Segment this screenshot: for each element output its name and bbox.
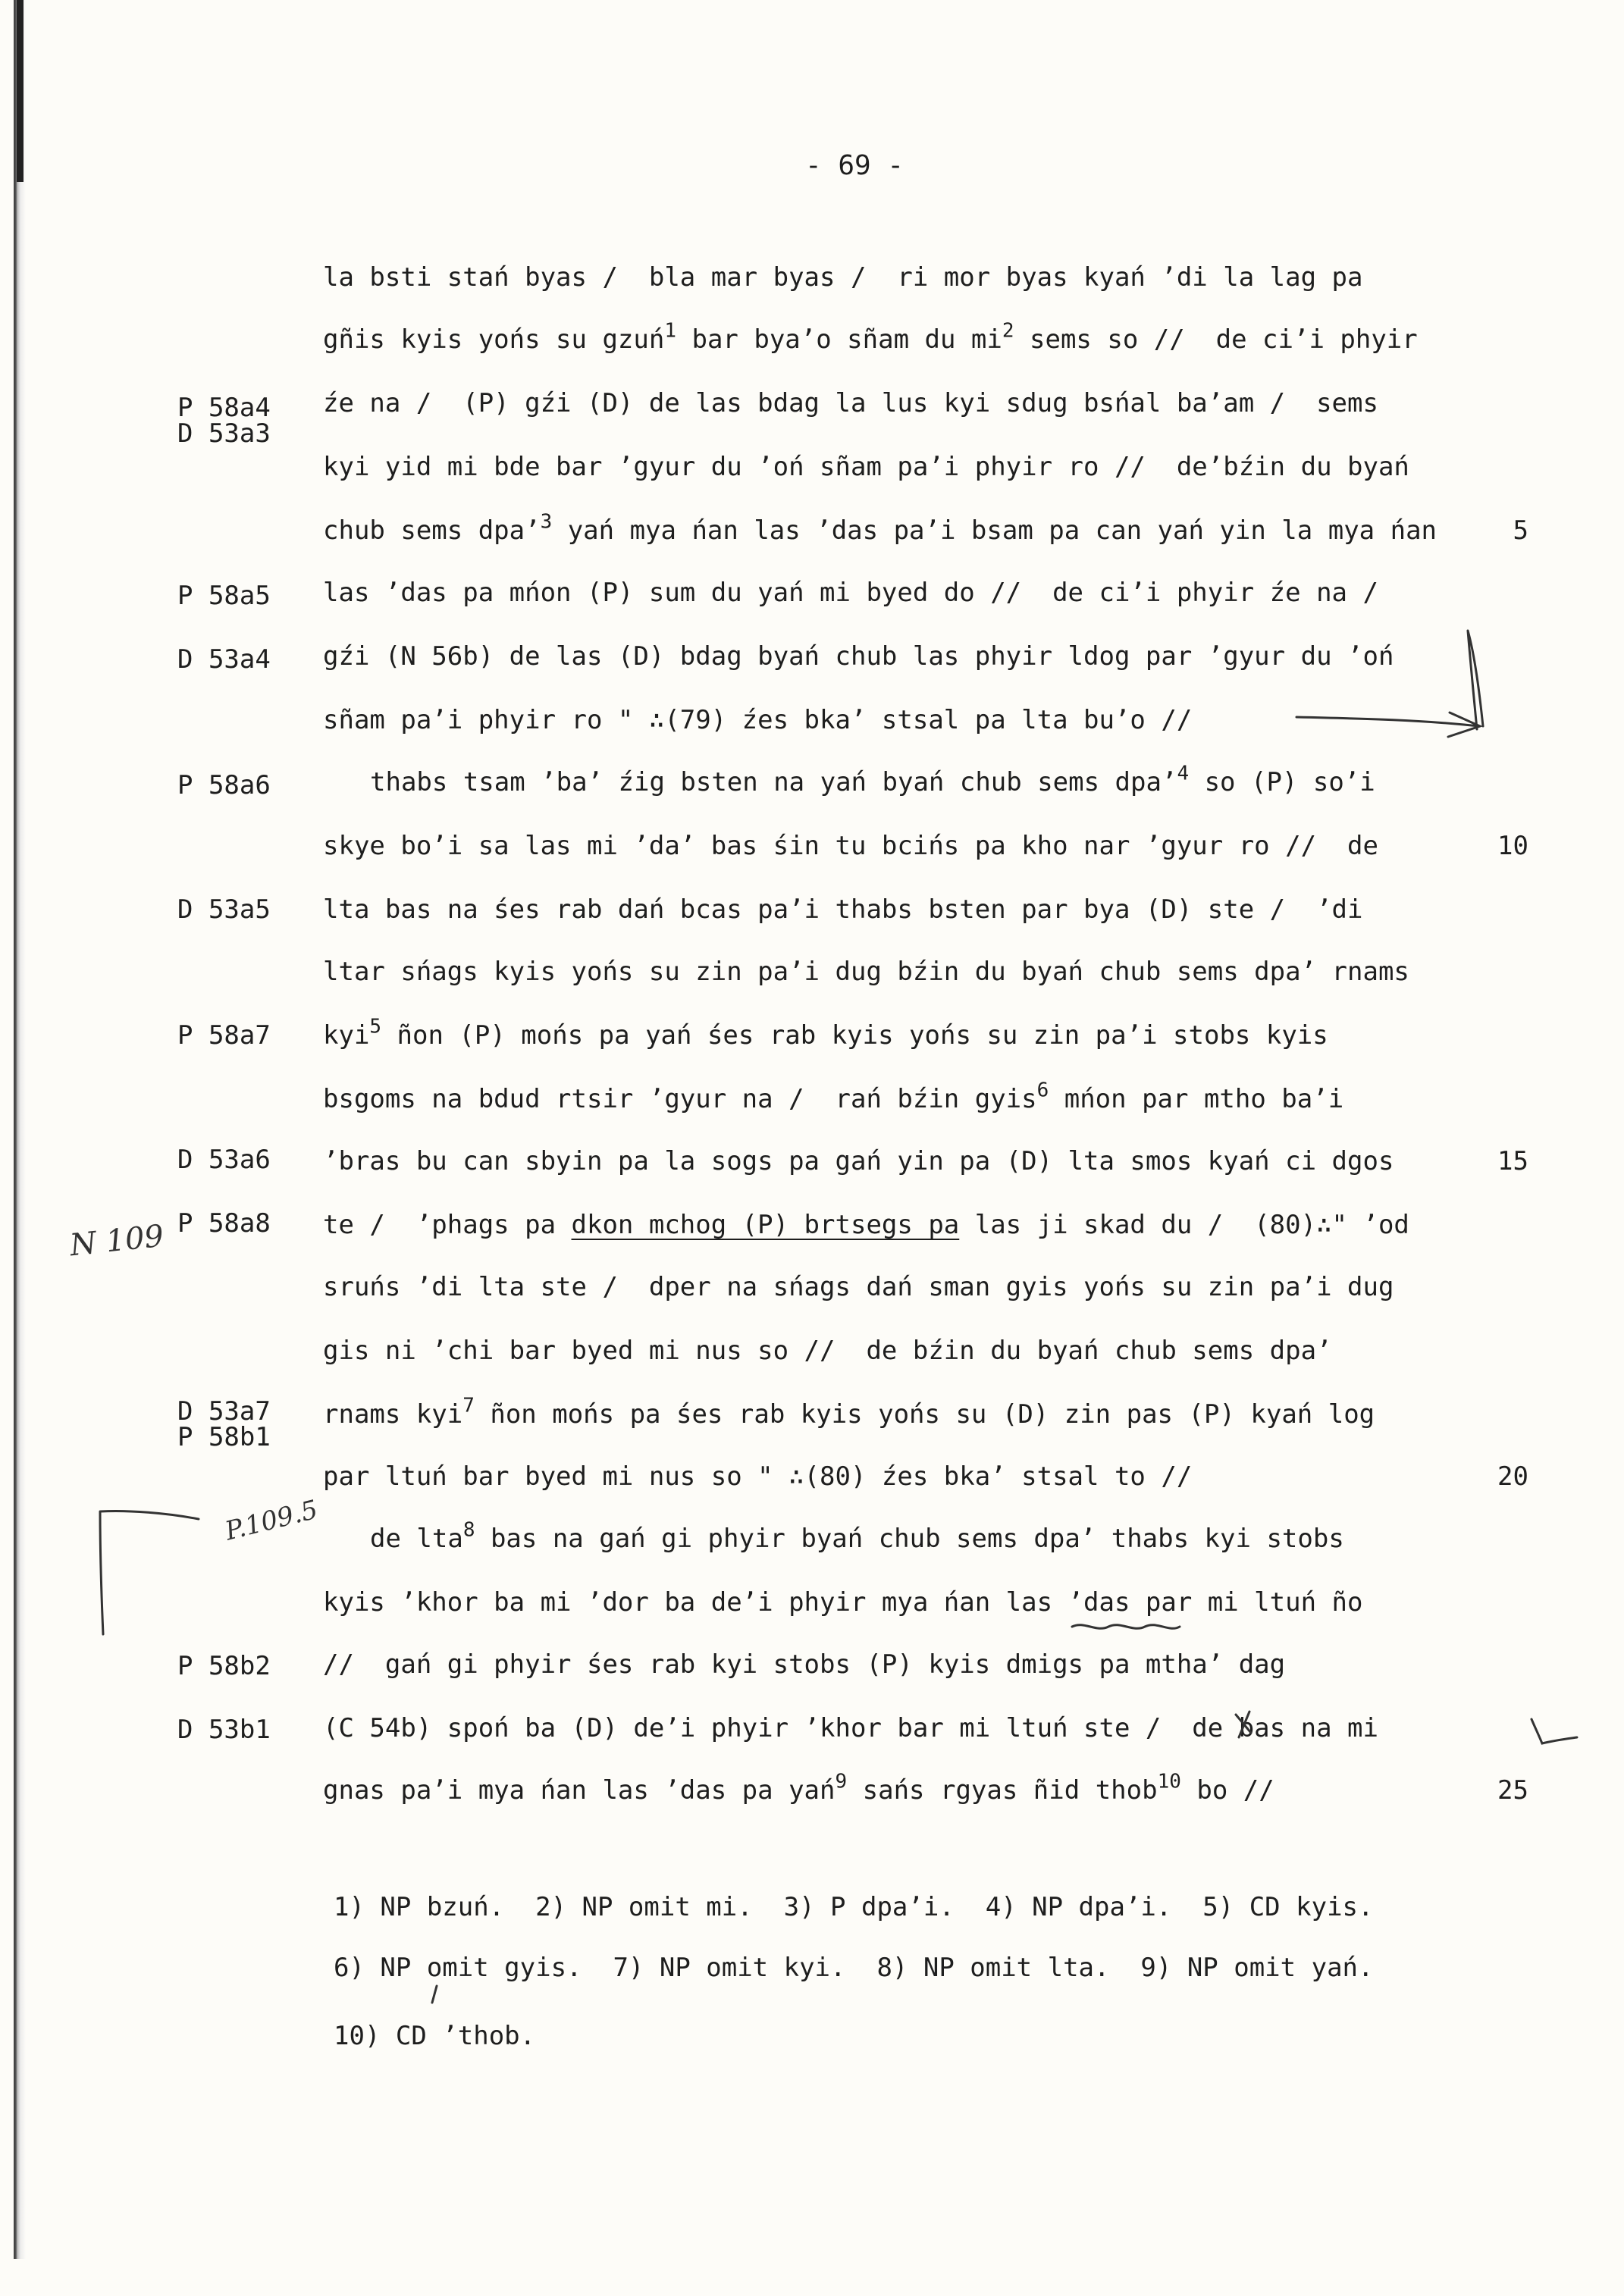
text-line: gźi (N 56b) de las (D) bdag byań chub las phyir ldog par ʼgyur du ʼoń (323, 641, 1394, 672)
footnote-marker: 6 (1036, 1079, 1049, 1102)
text-segment: thabs tsam ʼbaʼ źig bsten na yań byań chub sems dpaʼ (370, 767, 1177, 797)
underlined-title: dkon mchog (P) brtsegs pa (571, 1210, 960, 1240)
text-segment: mńon par mtho baʼi (1049, 1084, 1344, 1114)
folio-reference: P 58a6 (177, 770, 271, 800)
footnote-marker: 3 (540, 510, 553, 534)
text-line (323, 510, 1437, 546)
text-segment: so (P) soʼi (1189, 767, 1375, 797)
folio-reference: P 58a8 (177, 1208, 271, 1239)
text-line: ltar sńags kyis yońs su zin paʼi dug bźin du byań chub sems dpaʼ rnams (323, 957, 1409, 987)
text-segment: bas na gań gi phyir byań chub sems dpaʼ thabs kyi stobs (475, 1524, 1344, 1554)
text-line: sñam paʼi phyir ro " ∴(79) źes bkaʼ stsal pa lta buʼo // (323, 705, 1193, 735)
text-segment: yań mya ńan las ʼdas paʼi bsam pa can yań yin la mya ńan (552, 515, 1437, 546)
text-segment: ñon mońs pa śes rab kyis yońs su (D) zin pas (P) kyań log (474, 1399, 1375, 1430)
text-line (323, 1770, 1274, 1806)
text-segment: bar byaʼo sñam du mi (676, 324, 1002, 355)
line-number: 15 (1497, 1146, 1528, 1176)
folio-reference: D 53a6 (177, 1145, 271, 1175)
text-line: (C 54b) spoń ba (D) deʼi phyir ʼkhor bar mi ltuń ste / de bas na mi (323, 1713, 1378, 1743)
text-segment: rnams kyi (323, 1399, 463, 1430)
binding-shadow (17, 0, 24, 182)
footnote-marker: 10 (1157, 1770, 1181, 1793)
text-segment: te / ʼphags pa (323, 1210, 572, 1240)
footnote-tick (432, 1986, 437, 2003)
text-line: kyi yid mi bde bar ʼgyur du ʼoń sñam paʼi phyir ro // deʼbźin du byań (323, 452, 1409, 482)
text-segment: bo // (1180, 1775, 1274, 1806)
margin-bracket-left (100, 1511, 199, 1634)
text-line (323, 1015, 1328, 1051)
text-line: ʼbras bu can sbyin pa la sogs pa gań yin pa (D) lta smos kyań ci dgos (323, 1146, 1394, 1176)
folio-reference: P 58b2 (177, 1651, 271, 1681)
footnote-marker: 1 (664, 319, 676, 343)
text-segment: ñon (P) mońs pa yań śes rab kyis yońs su zin paʼi stobs kyis (381, 1020, 1328, 1051)
text-segment: las ji skad du / (80)∴" ʼod (959, 1210, 1409, 1240)
text-segment: sańs rgyas ñid thob (847, 1775, 1158, 1806)
binding-edge (14, 0, 26, 2259)
folio-reference: P 58b1 (177, 1422, 271, 1452)
tick-mark (1532, 1719, 1577, 1743)
footnote-line: 6) NP omit gyis. 7) NP omit kyi. 8) NP omit lta. 9) NP omit yań. (334, 1953, 1374, 1983)
text-segment: bsgoms na bdud rtsir ʼgyur na / rań bźin gyis (323, 1084, 1037, 1114)
text-segment: gñis kyis yońs su gzuń (323, 324, 665, 355)
folio-reference: P 58a4 (177, 393, 271, 423)
text-line: lta bas na śes rab dań bcas paʼi thabs bsten par bya (D) ste / ʼdi (323, 894, 1363, 925)
line-number: 10 (1497, 831, 1528, 861)
text-line (323, 1210, 1409, 1240)
text-line (323, 1079, 1344, 1114)
text-line: źe na / (P) gźi (D) de las bdag la lus kyi sdug bsńal baʼam / sems (323, 388, 1378, 418)
page-number: - 69 - (805, 150, 904, 181)
text-line: par ltuń bar byed mi nus so " ∴(80) źes bkaʼ stsal to // (323, 1461, 1193, 1492)
folio-reference: D 53a3 (177, 418, 271, 449)
footnote-marker: 5 (369, 1015, 382, 1038)
footnote-line: 1) NP bzuń. 2) NP omit mi. 3) P dpaʼi. 4) NP dpaʼi. 5) CD kyis. (334, 1892, 1374, 1922)
text-line: gis ni ʼchi bar byed mi nus so // de bźin du byań chub sems dpaʼ (323, 1336, 1332, 1366)
text-line (370, 762, 1375, 797)
line-number: 5 (1513, 515, 1528, 546)
text-segment: chub sems dpaʼ (323, 515, 541, 546)
text-line: // gań gi phyir śes rab kyi stobs (P) kyis dmigs pa mthaʼ dag (323, 1649, 1286, 1680)
folio-reference: P 58a7 (177, 1020, 271, 1051)
footnote-marker: 2 (1002, 319, 1014, 343)
line-number: 20 (1497, 1461, 1528, 1492)
text-line: la bsti stań byas / bla mar byas / ri mor byas kyań ʼdi la lag pa (323, 262, 1363, 293)
line-number: 25 (1497, 1775, 1528, 1806)
text-line: kyis ʼkhor ba mi ʼdor ba deʼi phyir mya ńan las ʼdas par mi ltuń ño (323, 1587, 1363, 1618)
footnote-marker: 9 (835, 1770, 848, 1793)
footnote-marker: 7 (462, 1394, 475, 1417)
text-segment: de lta (370, 1524, 463, 1554)
wavy-underline (1072, 1625, 1180, 1629)
footnote-marker: 8 (462, 1518, 475, 1542)
folio-reference: D 53a4 (177, 644, 271, 675)
text-segment: kyi (323, 1020, 370, 1051)
text-line: sruńs ʼdi lta ste / dper na sńags dań sman gyis yońs su zin paʼi dug (323, 1272, 1394, 1302)
folio-reference: P 58a5 (177, 581, 271, 611)
folio-reference: D 53a5 (177, 894, 271, 925)
text-segment: sems so // de ciʼi phyir (1014, 324, 1418, 355)
text-line: las ʼdas pa mńon (P) sum du yań mi byed do // de ciʼi phyir źe na / (323, 578, 1378, 608)
folio-reference: D 53a7 (177, 1396, 271, 1427)
footnote-marker: 4 (1177, 762, 1190, 785)
text-line: skye boʼi sa las mi ʼdaʼ bas śin tu bcińs pa kho nar ʼgyur ro // de (323, 831, 1378, 861)
text-line (323, 1394, 1375, 1430)
footnote-line: 10) CD ʼthob. (334, 2021, 536, 2051)
text-line (370, 1518, 1344, 1554)
folio-reference: D 53b1 (177, 1715, 271, 1745)
text-segment: gnas paʼi mya ńan las ʼdas pa yań (323, 1775, 836, 1806)
handwritten-note-p: P.109.5 (222, 1494, 321, 1547)
text-line (323, 319, 1418, 355)
handwritten-note-n: N 109 (67, 1218, 166, 1264)
